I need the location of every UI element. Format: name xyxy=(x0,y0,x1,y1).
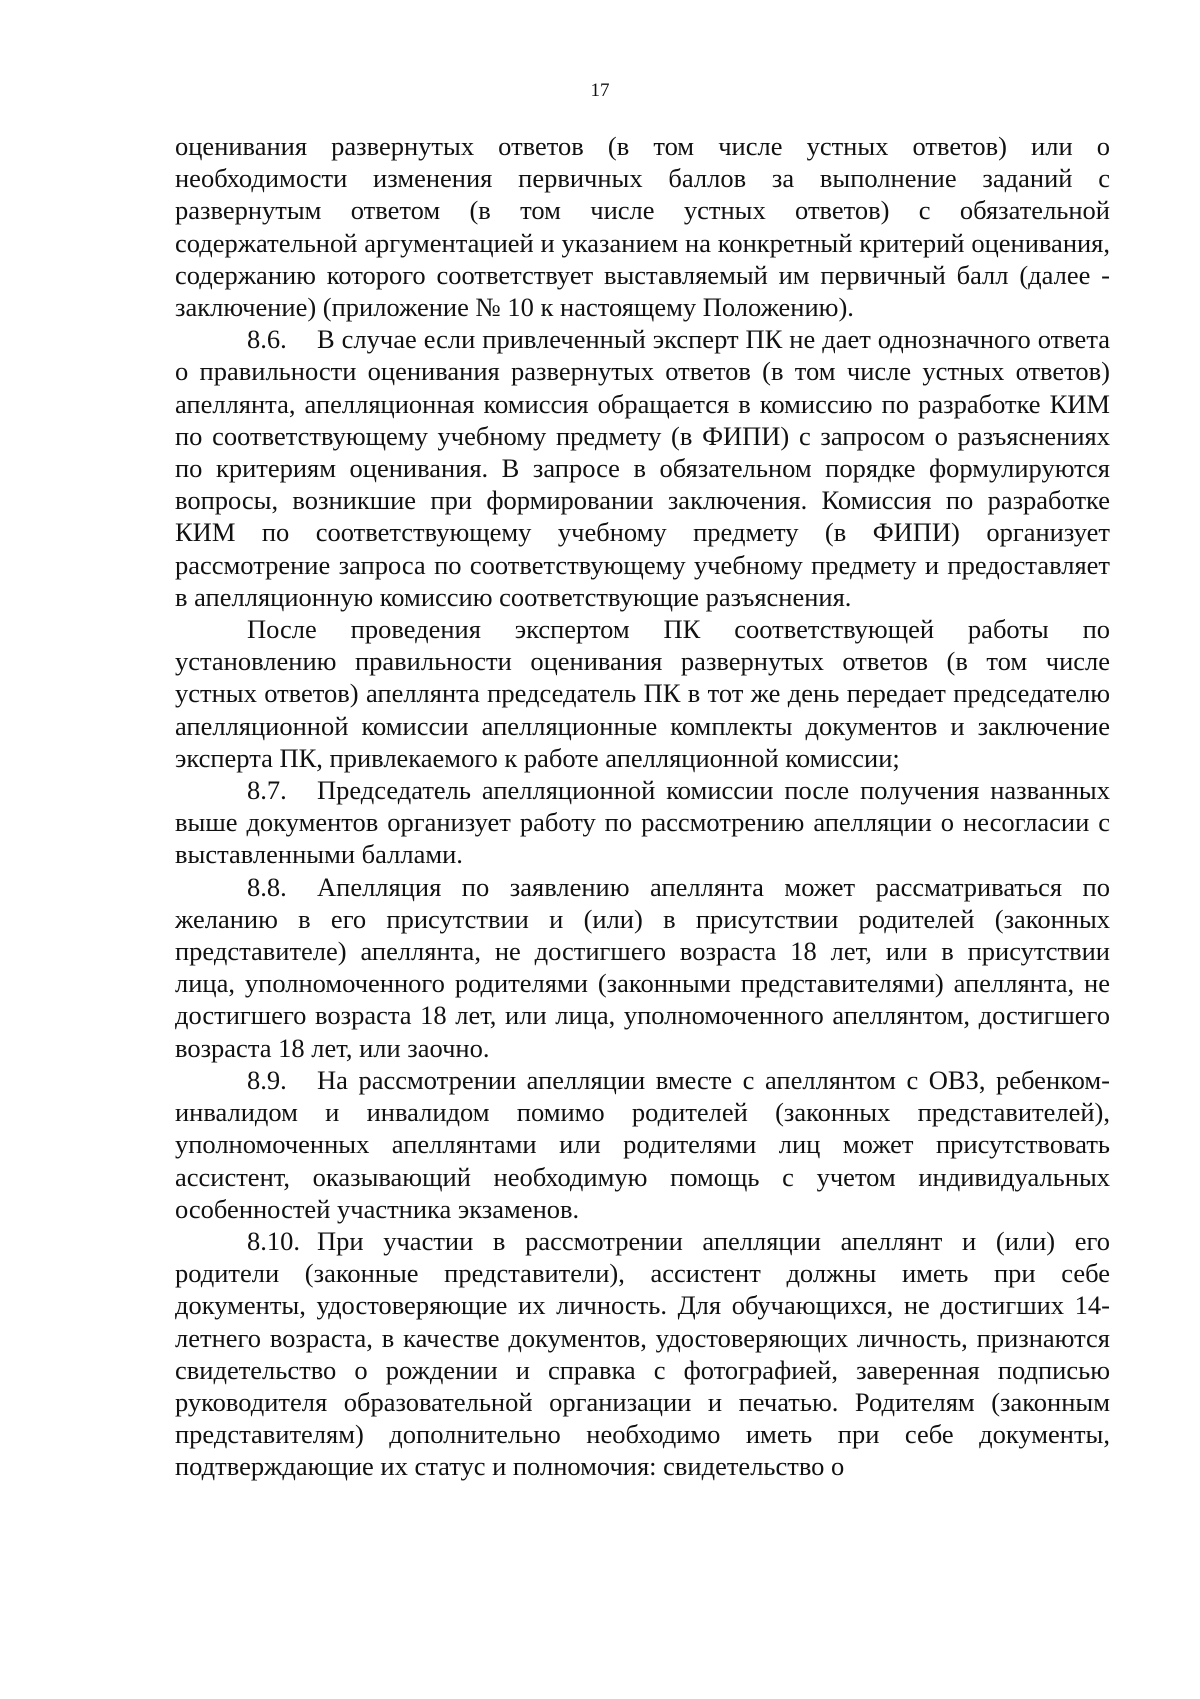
page-number: 17 xyxy=(590,80,610,101)
paragraph-number: 8.9. xyxy=(247,1064,287,1095)
paragraph-8-10 xyxy=(175,1225,1110,1483)
paragraph-text: При участии в рассмотрении апелляции апеллянт и (или) его родители (законные представители), ассистент должны иметь при себе документы, удостоверяющие их личность. Для обучающихся, не достигших 14-летнего возраста, в качестве документов, удостоверяющих личность, признаются свидетельство о рождении и справка с фотографией, заверенная подписью руководителя образовательной организации и печатью. Родителям (законным представителям) дополнительно необходимо иметь при себе документы, подтверждающие их статус и полномочия: свидетельство о xyxy=(175,1225,1110,1482)
paragraph-text: В случае если привлеченный эксперт ПК не дает однозначного ответа о правильности оценивания развернутых ответов (в том числе устных ответов) апеллянта, апелляционная комиссия обращается в комиссию по разработке КИМ по соответствующему учебному предмету (в ФИПИ) с запросом о разъяснениях по критериям оценивания. В запросе в обязательном порядке формулируются вопросы, возникшие при формировании заключения. Комиссия по разработке КИМ по соответствующему учебному предмету (в ФИПИ) организует рассмотрение запроса по соответствующему учебному предмету и предоставляет в апелляционную комиссию соответствующие разъяснения. xyxy=(175,324,1110,612)
paragraph-text: Апелляция по заявлению апеллянта может рассматриваться по желанию в его присутствии и (или) в присутствии родителей (законных представителе) апеллянта, не достигшего возраста 18 лет, или в присутствии лица, уполномоченного родителями (законными представителями) апеллянта, не достигшего возраста 18 лет, или лица, уполномоченного апеллянтом, достигшего возраста 18 лет, или заочно. xyxy=(175,871,1110,1063)
paragraph-number: 8.10. xyxy=(247,1225,300,1256)
paragraph-text: На рассмотрении апелляции вместе с апеллянтом с ОВЗ, ребенком-инвалидом и инвалидом помимо родителей (законных представителей), уполномоченных апеллянтами или родителями лиц может присутствовать ассистент, оказывающий необходимую помощь с учетом индивидуальных особенностей участника экзаменов. xyxy=(175,1064,1110,1224)
paragraph-8-9 xyxy=(175,1064,1110,1225)
paragraph-after-8-6 xyxy=(175,613,1110,774)
paragraph-8-7 xyxy=(175,774,1110,871)
paragraph-continuation xyxy=(175,130,1110,323)
paragraph-text: Председатель апелляционной комиссии после получения названных выше документов организует работу по рассмотрению апелляции о несогласии с выставленными баллами. xyxy=(175,775,1110,870)
paragraph-number: 8.8. xyxy=(247,871,287,902)
paragraph-number: 8.7. xyxy=(247,775,287,806)
paragraph-8-6 xyxy=(175,323,1110,613)
paragraph-8-8 xyxy=(175,871,1110,1064)
paragraph-number: 8.6. xyxy=(247,324,287,355)
paragraph-text: После проведения экспертом ПК соответствующей работы по установлению правильности оценивания развернутых ответов (в том числе устных ответов) апеллянта председатель ПК в тот же день передает председателю апелляционной комиссии апелляционные комплекты документов и заключение эксперта ПК, привлекаемого к работе апелляционной комиссии; xyxy=(175,614,1110,773)
paragraph-text: оценивания развернутых ответов (в том числе устных ответов) или о необходимости изменения первичных баллов за выполнение заданий с развернутым ответом (в том числе устных ответов) с обязательной содержательной аргументацией и указанием на конкретный критерий оценивания, содержанию которого соответствует выставляемый им первичный балл (далее - заключение) (приложение № 10 к настоящему Положению). xyxy=(175,131,1110,323)
document-body xyxy=(175,130,1110,1483)
